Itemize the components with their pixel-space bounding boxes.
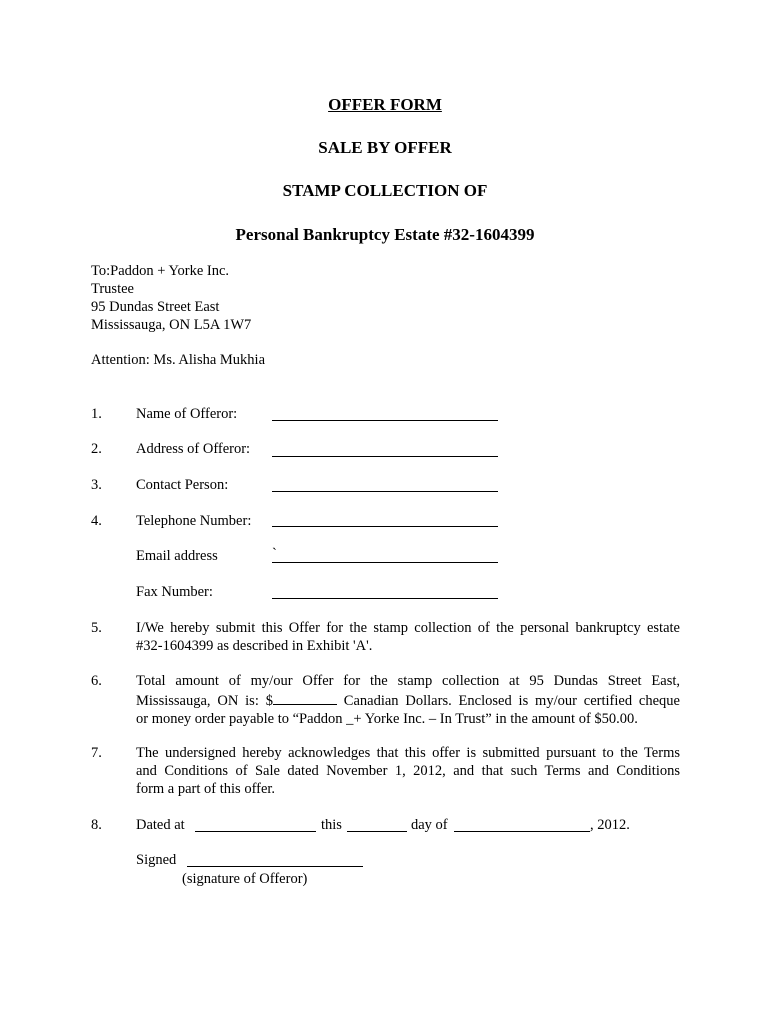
item-number-6: 6. <box>91 673 102 689</box>
item-7-text <box>136 744 680 798</box>
this-label: this <box>321 817 342 833</box>
address-line-2: Trustee <box>91 281 134 297</box>
address-of-offeror-field[interactable] <box>272 456 498 457</box>
dated-at-label: Dated at <box>136 817 185 833</box>
email-address-value: ` <box>272 546 277 562</box>
day-field[interactable] <box>347 831 407 832</box>
year-label: , 2012. <box>590 817 630 833</box>
item-number-8: 8. <box>91 817 102 833</box>
item-6-text <box>136 672 680 728</box>
dated-at-field[interactable] <box>195 831 316 832</box>
form-subtitle-estate: Personal Bankruptcy Estate #32-1604399 <box>235 225 535 244</box>
signature-caption: (signature of Offeror) <box>182 871 308 887</box>
item-6-line-2-end: Canadian Dollars. Enclosed is my/our certified cheque <box>336 693 680 709</box>
telephone-number-label: Telephone Number: <box>136 513 252 529</box>
item-5-line-2: #32-1604399 as described in Exhibit 'A'. <box>136 638 373 654</box>
address-of-offeror-label: Address of Offeror: <box>136 441 251 457</box>
email-address-field[interactable] <box>272 562 498 563</box>
item-6-line-2 <box>136 690 680 710</box>
item-7-line-1: The undersigned hereby acknowledges that this offer is submitted pursuant to the Terms <box>136 745 680 761</box>
item-5-line-1: I/We hereby submit this Offer for the stamp collection of the personal bankruptcy estate <box>136 620 680 636</box>
address-line-1: To:Paddon + Yorke Inc. <box>91 263 230 279</box>
item-number-7: 7. <box>91 745 102 761</box>
item-number-5: 5. <box>91 620 102 636</box>
month-field[interactable] <box>454 831 590 832</box>
item-5-text <box>136 619 680 655</box>
field-number-4: 4. <box>91 513 102 529</box>
name-of-offeror-label: Name of Offeror: <box>136 406 238 422</box>
field-number-1: 1. <box>91 406 102 422</box>
form-subtitle-sale: SALE BY OFFER <box>318 138 452 157</box>
contact-person-label: Contact Person: <box>136 477 229 493</box>
telephone-number-field[interactable] <box>272 526 498 527</box>
form-subtitle-collection: STAMP COLLECTION OF <box>282 181 488 200</box>
address-line-3: 95 Dundas Street East <box>91 299 220 315</box>
offer-amount-field[interactable] <box>273 690 337 705</box>
attention-line: Attention: Ms. Alisha Mukhia <box>91 352 265 368</box>
address-line-4: Mississauga, ON L5A 1W7 <box>91 317 252 333</box>
item-7-line-3: form a part of this offer. <box>136 781 276 797</box>
form-title: OFFER FORM <box>328 95 442 114</box>
field-number-2: 2. <box>91 441 102 457</box>
day-of-label: day of <box>411 817 448 833</box>
fax-number-field[interactable] <box>272 598 498 599</box>
item-6-line-2-start: Mississauga, ON is: $ <box>136 693 273 709</box>
field-number-3: 3. <box>91 477 102 493</box>
signed-label: Signed <box>136 852 177 868</box>
item-6-line-3: or money order payable to “Paddon _+ Yorke Inc. – In Trust” in the amount of $50.00. <box>136 711 638 727</box>
signature-field[interactable] <box>187 866 363 867</box>
email-address-label: Email address <box>136 548 218 564</box>
contact-person-field[interactable] <box>272 491 498 492</box>
item-7-line-2: and Conditions of Sale dated November 1, 2012, and that such Terms and Conditions <box>136 763 680 779</box>
fax-number-label: Fax Number: <box>136 584 213 600</box>
item-6-line-1: Total amount of my/our Offer for the stamp collection at 95 Dundas Street East, <box>136 673 680 689</box>
name-of-offeror-field[interactable] <box>272 420 498 421</box>
